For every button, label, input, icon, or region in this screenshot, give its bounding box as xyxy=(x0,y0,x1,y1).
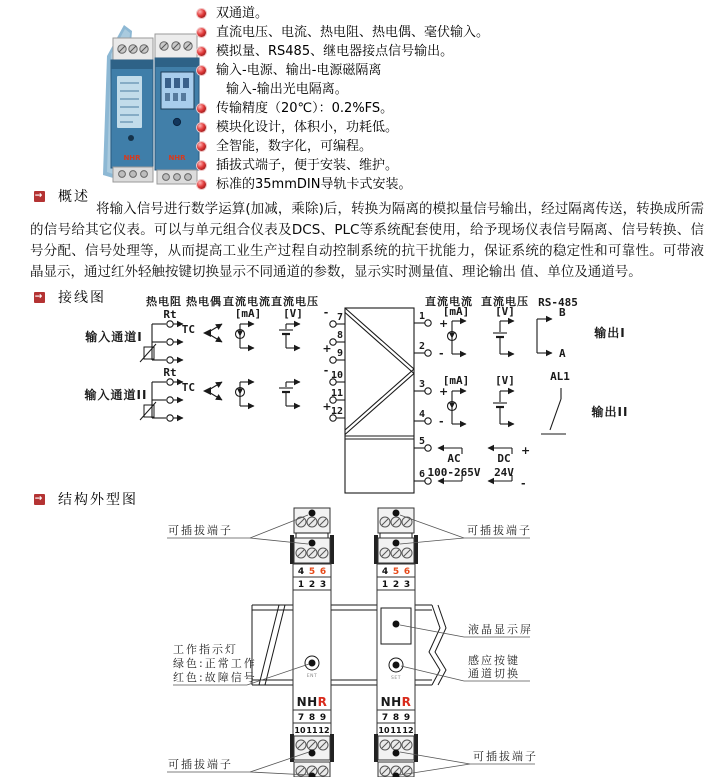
callout-dot xyxy=(393,540,400,547)
callout-plug-top-left xyxy=(167,515,308,544)
section-title: 结构外型图 xyxy=(58,492,138,508)
svg-text:2: 2 xyxy=(392,580,400,590)
input-terminals-ch1 xyxy=(322,306,345,363)
callout-plug-top-right xyxy=(400,515,532,544)
svg-text:1: 1 xyxy=(381,580,389,590)
power-dc-label: DC xyxy=(497,452,511,465)
power-ac-label: AC xyxy=(447,452,461,465)
alarm-relay-symbol xyxy=(541,370,570,434)
svg-text:11: 11 xyxy=(306,726,318,735)
bullet-icon xyxy=(197,161,206,170)
input-channel-2-label: 输入通道II xyxy=(84,388,148,402)
feature-item xyxy=(197,137,712,156)
feature-item-continuation xyxy=(197,80,712,99)
svg-text:5: 5 xyxy=(392,567,400,577)
callout-indicator-led xyxy=(173,642,309,685)
feature-item xyxy=(197,156,712,175)
power-supply-symbol xyxy=(428,444,531,490)
svg-text:4: 4 xyxy=(381,567,389,577)
svg-text:可插拔端子: 可插拔端子 xyxy=(168,758,233,771)
svg-text:8: 8 xyxy=(336,330,343,341)
product-photo xyxy=(95,10,205,187)
feature-text: 传输精度（20℃）：0.2%FS。 xyxy=(216,101,394,116)
col-header-rtd: 热电阻 xyxy=(146,296,182,308)
feature-text: 输入-电源、输出-电源磁隔离 xyxy=(216,63,382,78)
feature-text: 直流电压、电流、热电阻、热电偶、毫伏输入。 xyxy=(216,25,490,40)
feature-item xyxy=(197,99,712,118)
svg-text:6: 6 xyxy=(419,469,426,480)
svg-text:10: 10 xyxy=(330,370,343,381)
feature-item xyxy=(197,175,712,194)
svg-text:8: 8 xyxy=(392,713,400,723)
svg-text:[mA]: [mA] xyxy=(442,305,470,318)
voltage-output-symbol-out1 xyxy=(493,305,515,354)
photo-right-module xyxy=(155,34,199,184)
svg-text:12: 12 xyxy=(318,726,330,735)
svg-text:+: + xyxy=(521,444,531,457)
callout-plug-bottom-left xyxy=(167,752,309,775)
feature-item xyxy=(197,61,712,80)
svg-text:12: 12 xyxy=(330,406,343,417)
svg-text:+: + xyxy=(322,342,332,355)
current-source-symbol-ch2 xyxy=(236,382,255,406)
svg-text:11: 11 xyxy=(330,388,343,399)
output-terminals xyxy=(414,311,448,484)
bullet-icon xyxy=(197,123,206,132)
voltage-source-symbol-ch1 xyxy=(279,307,303,348)
svg-text:-: - xyxy=(521,477,526,490)
overview-paragraph: 将输入信号进行数学运算(加减，乘除)后，转换为隔离的模拟量信号输出，经过隔离传送，转换成所需的信号给其它仪表。可以与单元组合仪表及DCS、PLC等系统配套使用，给予现场仪表信号隔离、信号转换、信号分配、信号处理等，从而提高工业生产过程自动控制系统的抗干扰能力，保证系统的稳定性和可靠性。可带液晶显示，通过红外轻触按键切换显示不同通道的参数，显示实时测量值、理论输出 值、单位及通道号。 xyxy=(30,201,704,280)
feature-text: 插拔式端子，便于安装、维护。 xyxy=(216,158,399,173)
input-channel-1-label: 输入通道I xyxy=(85,330,143,344)
feature-item xyxy=(197,23,712,42)
brand-logo: NHR xyxy=(380,695,412,709)
svg-text:液晶显示屏: 液晶显示屏 xyxy=(468,623,533,636)
svg-text:-: - xyxy=(439,347,444,360)
svg-text:3: 3 xyxy=(419,379,426,390)
isolator-body xyxy=(345,308,414,493)
svg-text:AL1: AL1 xyxy=(550,370,570,383)
wiring-diagram xyxy=(30,296,710,503)
callout-touch-key xyxy=(401,653,530,681)
thermocouple-symbol-ch1 xyxy=(182,323,222,342)
feature-text: 标准的35mmDIN导轨卡式安装。 xyxy=(216,177,412,192)
feature-item xyxy=(197,118,712,137)
svg-text:工作指示灯: 工作指示灯 xyxy=(173,643,238,656)
current-source-symbol-ch1 xyxy=(235,307,262,348)
callout-dot xyxy=(393,510,400,517)
brand-logo: NHR xyxy=(296,695,328,709)
svg-text:1: 1 xyxy=(297,580,305,590)
svg-text:5: 5 xyxy=(308,567,316,577)
svg-text:TC: TC xyxy=(181,381,195,394)
section-title: 接线图 xyxy=(58,290,106,306)
bullet-icon xyxy=(197,28,206,37)
current-output-symbol-out2 xyxy=(443,374,470,424)
output-2-label: 输出II xyxy=(591,405,629,419)
feature-text: 双通道。 xyxy=(216,6,269,21)
svg-text:绿色:正常工作: 绿色:正常工作 xyxy=(173,657,257,670)
voltage-output-symbol-out2 xyxy=(493,374,515,424)
power-ac-range: 100-265V xyxy=(427,466,481,479)
photo-left-module xyxy=(111,38,153,182)
bullet-icon xyxy=(197,66,206,75)
svg-text:4: 4 xyxy=(297,567,305,577)
svg-text:7: 7 xyxy=(381,713,389,723)
callout-dot xyxy=(393,621,400,628)
bullet-icon xyxy=(197,47,206,56)
bullet-icon xyxy=(197,142,206,151)
svg-text:-: - xyxy=(323,364,329,377)
bullet-icon xyxy=(197,104,206,113)
structure-right-module xyxy=(374,508,418,777)
svg-text:Rt: Rt xyxy=(163,366,177,379)
power-dc-volt: 24V xyxy=(494,466,514,479)
structure-left-module xyxy=(290,508,334,777)
section-arrow-icon: → xyxy=(34,493,45,504)
svg-text:[V]: [V] xyxy=(283,307,303,320)
photo-button xyxy=(128,135,134,141)
svg-text:+: + xyxy=(322,400,332,413)
feature-list xyxy=(197,4,712,194)
bullet-icon xyxy=(197,180,206,189)
svg-text:7: 7 xyxy=(297,713,305,723)
svg-text:可插拔端子: 可插拔端子 xyxy=(473,750,538,763)
callout-dot xyxy=(309,750,316,757)
svg-text:4: 4 xyxy=(419,409,426,420)
col-header-tc: 热电偶 xyxy=(186,296,222,308)
feature-text: 模拟量、RS485、继电器接点信号输出。 xyxy=(216,44,454,59)
feature-text: 输入-输出光电隔离。 xyxy=(226,82,348,97)
svg-text:12: 12 xyxy=(402,726,414,735)
svg-text:[V]: [V] xyxy=(495,305,515,318)
col-header-dc-voltage: 直流电压 xyxy=(271,296,319,308)
svg-text:[mA]: [mA] xyxy=(442,374,470,387)
svg-text:3: 3 xyxy=(319,580,327,590)
callout-lcd xyxy=(400,622,533,637)
svg-text:10: 10 xyxy=(378,726,390,735)
svg-text:9: 9 xyxy=(319,713,327,723)
svg-text:5: 5 xyxy=(419,436,426,447)
callout-plug-bottom-right xyxy=(400,749,538,775)
svg-text:2: 2 xyxy=(308,580,316,590)
svg-text:6: 6 xyxy=(319,567,327,577)
svg-text:红色:故障信号: 红色:故障信号 xyxy=(173,671,257,684)
din-rail xyxy=(252,605,446,685)
svg-text:+: + xyxy=(439,385,449,398)
section-arrow-icon: → xyxy=(34,190,45,201)
feature-item xyxy=(197,4,712,23)
rtd-symbol-ch1 xyxy=(140,308,183,363)
svg-text:A: A xyxy=(559,347,566,360)
feature-text: 全智能，数字化，可编程。 xyxy=(216,139,373,154)
svg-text:9: 9 xyxy=(403,713,411,723)
svg-text:B: B xyxy=(559,306,566,319)
svg-text:+: + xyxy=(439,317,449,330)
section-arrow-icon: → xyxy=(34,291,45,302)
col-header-dc-current-out: 直流电流 xyxy=(425,296,473,308)
callout-dot xyxy=(309,510,316,517)
svg-text:-: - xyxy=(439,415,444,428)
svg-text:TC: TC xyxy=(181,323,195,336)
photo-lcd xyxy=(161,72,194,109)
voltage-source-symbol-ch2 xyxy=(279,382,300,406)
svg-text:[V]: [V] xyxy=(495,374,515,387)
output-1-label: 输出I xyxy=(594,326,626,340)
svg-text:-: - xyxy=(323,306,329,319)
svg-text:可插拔端子: 可插拔端子 xyxy=(168,524,233,537)
svg-text:感应按键: 感应按键 xyxy=(468,654,520,667)
input-terminals-ch2 xyxy=(322,364,345,421)
svg-text:1: 1 xyxy=(419,311,426,322)
svg-text:8: 8 xyxy=(308,713,316,723)
callout-dot xyxy=(393,750,400,757)
ent-button-label: ENT xyxy=(306,674,318,679)
col-header-dc-voltage-out: 直流电压 xyxy=(481,296,529,308)
set-button-label: SET xyxy=(391,676,401,681)
structure-diagram xyxy=(30,500,710,777)
feature-text: 模块化设计，体积小，功耗低。 xyxy=(216,120,399,135)
callout-dot xyxy=(309,540,316,547)
bullet-icon xyxy=(197,9,206,18)
svg-text:RS-485: RS-485 xyxy=(538,296,578,309)
rs485-symbol xyxy=(537,296,578,360)
svg-text:[mA]: [mA] xyxy=(234,307,262,320)
thermocouple-symbol-ch2 xyxy=(182,381,222,400)
svg-text:3: 3 xyxy=(403,580,411,590)
svg-text:2: 2 xyxy=(419,341,426,352)
svg-text:可插拔端子: 可插拔端子 xyxy=(467,524,532,537)
svg-text:9: 9 xyxy=(336,348,343,359)
svg-text:Rt: Rt xyxy=(163,308,177,321)
svg-text:通道切换: 通道切换 xyxy=(468,667,520,680)
col-header-dc-current: 直流电流 xyxy=(223,296,271,308)
feature-item xyxy=(197,42,712,61)
svg-text:6: 6 xyxy=(403,567,411,577)
section-title: 概述 xyxy=(58,189,90,205)
photo-brand-left: NHR xyxy=(123,154,141,162)
svg-text:7: 7 xyxy=(336,312,343,323)
photo-set-button xyxy=(173,118,180,125)
photo-brand-right: NHR xyxy=(168,154,186,162)
svg-text:11: 11 xyxy=(390,726,402,735)
svg-text:10: 10 xyxy=(294,726,306,735)
